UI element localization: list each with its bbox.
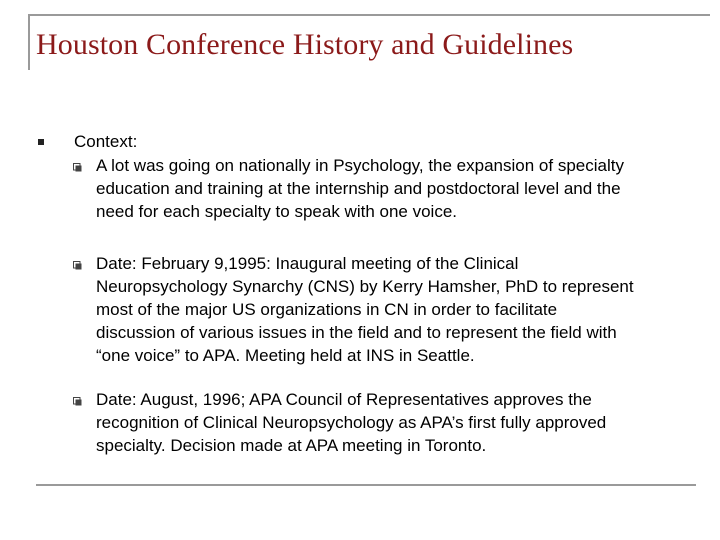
list-item xyxy=(96,388,686,457)
list-item-line: most of the major US organizations in CN in order to facilitate xyxy=(96,300,558,319)
list-item-line: Date: August, 1996; APA Council of Representatives approves the xyxy=(96,390,592,409)
checkbox-bullet-icon xyxy=(73,397,82,406)
context-label: Context: xyxy=(74,132,138,151)
list-item-line: Date: February 9,1995: Inaugural meeting of the Clinical xyxy=(96,254,519,273)
list-item-line: education and training at the internship and postdoctoral level and the xyxy=(96,179,621,198)
list-item xyxy=(96,154,686,223)
bottom-rule xyxy=(36,484,696,486)
slide-title: Houston Conference History and Guidelines xyxy=(36,28,574,61)
checkbox-bullet-icon xyxy=(73,261,82,270)
list-item-line: Neuropsychology Synarchy (CNS) by Kerry Hamsher, PhD to represent xyxy=(96,277,634,296)
checkbox-bullet-icon xyxy=(73,163,82,172)
list-item-line: specialty. Decision made at APA meeting in Toronto. xyxy=(96,436,487,455)
list-item-line: need for each specialty to speak with one voice. xyxy=(96,202,457,221)
list-item xyxy=(96,252,686,367)
list-item-line: A lot was going on nationally in Psychology, the expansion of specialty xyxy=(96,156,624,175)
square-bullet-icon xyxy=(38,139,44,145)
list-item-line: “one voice” to APA. Meeting held at INS in Seattle. xyxy=(96,346,475,365)
list-item-line: discussion of various issues in the field and to represent the field with xyxy=(96,323,617,342)
list-item-line: recognition of Clinical Neuropsychology as APA’s first fully approved xyxy=(96,413,607,432)
